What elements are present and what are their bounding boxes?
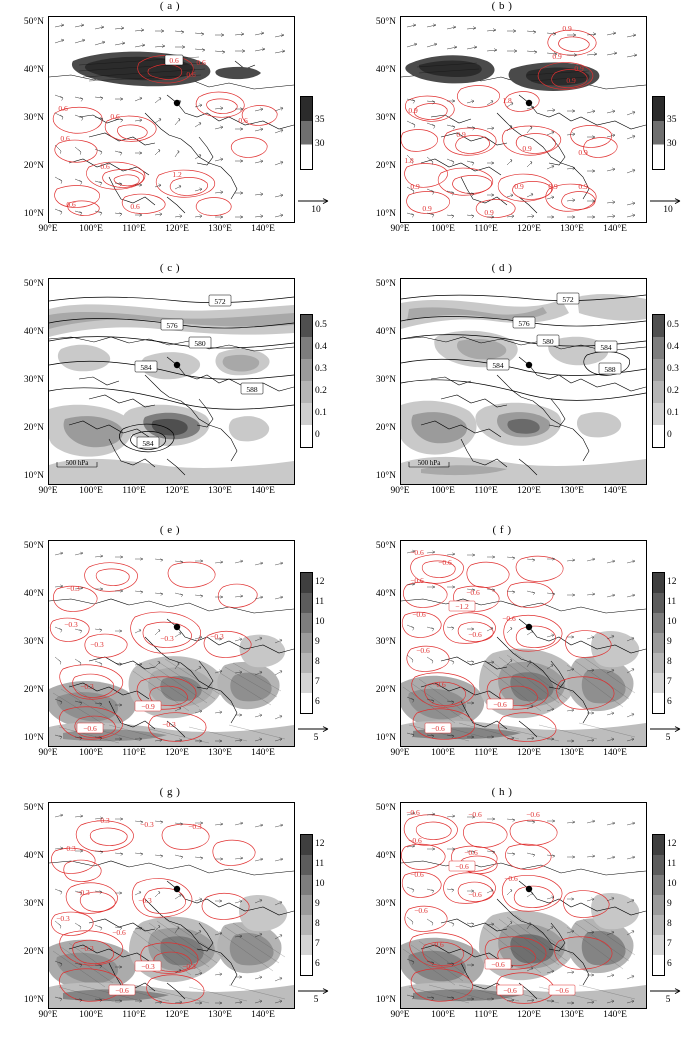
panel-e (0, 524, 340, 774)
panel-c-xtick-4: 130°E (208, 486, 232, 496)
panel-g-ytick-2: 30°N (23, 899, 44, 909)
panel-h-cbar-tick-4: 8 (667, 919, 672, 929)
panel-h-xtick-5: 140°E (603, 1010, 627, 1020)
panel-c-cbar-tick-2: 0.3 (315, 364, 327, 374)
panel-d-ytick-3: 40°N (375, 327, 396, 337)
svg-text:0.9: 0.9 (514, 182, 524, 191)
svg-text:584: 584 (600, 343, 612, 352)
panel-h-cbar-tick-1: 11 (667, 859, 677, 869)
panel-a-title: ( a ) (159, 0, 181, 12)
station-dot (174, 362, 180, 368)
panel-e-xtick-5: 140°E (251, 748, 275, 758)
panel-a-xtick-4: 130°E (208, 224, 232, 234)
svg-text:−0.3: −0.3 (210, 632, 224, 641)
panel-d-xtick-0: 90°E (390, 486, 410, 496)
panel-d-xtick-2: 110°E (474, 486, 498, 496)
panel-e-colorbar (300, 572, 338, 712)
svg-text:−0.3: −0.3 (80, 944, 94, 953)
svg-text:0.9: 0.9 (548, 182, 558, 191)
svg-text:1.8: 1.8 (404, 156, 414, 165)
panel-h-xtick-0: 90°E (390, 1010, 410, 1020)
panel-h-xtick-1: 100°E (431, 1010, 455, 1020)
svg-text:0.6: 0.6 (110, 112, 120, 121)
svg-text:0.6: 0.6 (196, 58, 206, 67)
panel-d-cbar-tick-2: 0.3 (667, 364, 679, 374)
svg-text:−0.6: −0.6 (526, 810, 540, 819)
panel-a-colorbar (300, 96, 338, 168)
panel-h-cbar-tick-6: 6 (667, 959, 672, 969)
panel-b-ytick-2: 30°N (375, 113, 396, 123)
svg-text:−0.9: −0.9 (141, 702, 155, 711)
svg-text:572: 572 (214, 297, 226, 306)
panel-d-ytick-1: 20°N (375, 423, 396, 433)
panel-a-vector-key-label: 10 (311, 205, 321, 215)
svg-text:−0.3: −0.3 (64, 620, 78, 629)
station-dot (174, 100, 180, 106)
panel-g-vector-key-label: 5 (313, 995, 319, 1005)
panel-f-xtick-0: 90°E (390, 748, 410, 758)
panel-c-map (48, 278, 295, 485)
panel-f-ytick-1: 20°N (375, 685, 396, 695)
svg-text:588: 588 (604, 365, 616, 374)
svg-text:0.6: 0.6 (100, 162, 110, 171)
panel-c-ytick-2: 30°N (23, 375, 44, 385)
panel-f-vector-key-label: 5 (665, 733, 671, 743)
panel-a-cbar-tick-0: 35 (315, 115, 325, 125)
svg-text:572: 572 (562, 295, 574, 304)
panel-f-xtick-4: 130°E (560, 748, 584, 758)
svg-text:−0.6: −0.6 (502, 614, 516, 623)
svg-text:0.9: 0.9 (566, 76, 576, 85)
svg-text:584: 584 (492, 361, 504, 370)
panel-f-cbar-tick-2: 10 (667, 617, 677, 627)
panel-b-title: ( b ) (491, 0, 513, 12)
svg-text:−0.6: −0.6 (432, 680, 446, 689)
panel-a-ytick-1: 20°N (23, 161, 44, 171)
svg-text:−0.3: −0.3 (188, 822, 202, 831)
svg-text:1.8: 1.8 (502, 96, 512, 105)
panel-e-xtick-4: 130°E (208, 748, 232, 758)
panel-c-ytick-0: 10°N (23, 471, 44, 481)
panel-c-ytick-1: 20°N (23, 423, 44, 433)
svg-text:−0.6: −0.6 (406, 808, 420, 817)
svg-text:−0.6: −0.6 (410, 548, 424, 557)
panel-f-ytick-2: 30°N (375, 637, 396, 647)
panel-h-ytick-3: 40°N (375, 851, 396, 861)
panel-f-colorbar (652, 572, 690, 712)
svg-text:0.9: 0.9 (422, 204, 432, 213)
panel-g-cbar-tick-2: 10 (315, 879, 325, 889)
svg-text:−0.6: −0.6 (555, 986, 569, 995)
svg-text:−0.6: −0.6 (416, 646, 430, 655)
svg-text:0.6: 0.6 (66, 200, 76, 209)
panel-c-colorbar (300, 314, 338, 446)
panel-f-cbar-tick-1: 11 (667, 597, 677, 607)
panel-b-map (400, 16, 647, 223)
panel-b-xtick-5: 140°E (603, 224, 627, 234)
panel-h (352, 786, 700, 1036)
panel-g-map (48, 802, 295, 1009)
svg-text:−0.6: −0.6 (115, 986, 129, 995)
svg-text:−0.3: −0.3 (76, 888, 90, 897)
svg-text:0.9: 0.9 (562, 24, 572, 33)
panel-h-cbar-tick-2: 10 (667, 879, 677, 889)
panel-c-xtick-1: 100°E (79, 486, 103, 496)
panel-e-xtick-1: 100°E (79, 748, 103, 758)
svg-text:0.9: 0.9 (574, 64, 584, 73)
panel-f-map (400, 540, 647, 747)
svg-text:−0.3: −0.3 (182, 962, 196, 971)
panel-d-ytick-2: 30°N (375, 375, 396, 385)
svg-text:−0.3: −0.3 (66, 584, 80, 593)
svg-text:−0.6: −0.6 (468, 630, 482, 639)
panel-f-cbar-tick-0: 12 (667, 577, 677, 587)
svg-text:−0.3: −0.3 (96, 816, 110, 825)
svg-text:0.9: 0.9 (552, 52, 562, 61)
panel-d-ytick-0: 10°N (375, 471, 396, 481)
svg-text:584: 584 (140, 363, 152, 372)
panel-g-cbar-tick-6: 6 (315, 959, 320, 969)
panel-a-ytick-4: 50°N (23, 17, 44, 27)
panel-h-ytick-4: 50°N (375, 803, 396, 813)
svg-text:−0.6: −0.6 (455, 862, 469, 871)
panel-f-xtick-3: 120°E (517, 748, 541, 758)
panel-e-ytick-2: 30°N (23, 637, 44, 647)
panel-g-xtick-0: 90°E (38, 1010, 58, 1020)
panel-g-xtick-3: 120°E (165, 1010, 189, 1020)
panel-c-ytick-3: 40°N (23, 327, 44, 337)
panel-f-cbar-tick-5: 7 (667, 677, 672, 687)
panel-c-ytick-4: 50°N (23, 279, 44, 289)
panel-b-xtick-4: 130°E (560, 224, 584, 234)
panel-a-xtick-3: 120°E (165, 224, 189, 234)
panel-c-cbar-tick-5: 0 (315, 430, 320, 440)
panel-b-ytick-3: 40°N (375, 65, 396, 75)
svg-text:0.9: 0.9 (410, 182, 420, 191)
panel-b-cbar-tick-0: 35 (667, 115, 677, 125)
svg-text:580: 580 (542, 337, 554, 346)
panel-f-title: ( f ) (492, 524, 512, 536)
svg-text:0.6: 0.6 (186, 70, 196, 79)
panel-d-cbar-tick-4: 0.1 (667, 408, 679, 418)
svg-text:0.6: 0.6 (238, 116, 248, 125)
panel-g-cbar-tick-1: 11 (315, 859, 325, 869)
panel-e-ytick-0: 10°N (23, 733, 44, 743)
panel-f-cbar-tick-3: 9 (667, 637, 672, 647)
panel-a-map (48, 16, 295, 223)
panel-a-ytick-0: 10°N (23, 209, 44, 219)
svg-text:−0.3: −0.3 (56, 914, 70, 923)
panel-b-vector-key (648, 196, 688, 215)
panel-a (0, 0, 340, 250)
panel-g-xtick-5: 140°E (251, 1010, 275, 1020)
panel-a-xtick-2: 110°E (122, 224, 146, 234)
svg-text:−0.6: −0.6 (112, 928, 126, 937)
panel-g-ytick-4: 50°N (23, 803, 44, 813)
panel-f-cbar-tick-6: 6 (667, 697, 672, 707)
svg-text:−0.3: −0.3 (80, 682, 94, 691)
svg-text:0.6: 0.6 (58, 104, 68, 113)
panel-a-cbar-tick-1: 30 (315, 139, 325, 149)
svg-text:0.9: 0.9 (522, 144, 532, 153)
panel-g-colorbar (300, 834, 338, 974)
panel-e-cbar-tick-6: 6 (315, 697, 320, 707)
panel-b-ytick-1: 20°N (375, 161, 396, 171)
svg-text:−0.6: −0.6 (504, 874, 518, 883)
svg-text:0.9: 0.9 (456, 130, 466, 139)
panel-e-vector-key-label: 5 (313, 733, 319, 743)
panel-b (352, 0, 700, 250)
panel-c-xtick-0: 90°E (38, 486, 58, 496)
svg-text:0.9: 0.9 (578, 182, 588, 191)
svg-text:0.6: 0.6 (169, 56, 179, 65)
panel-h-cbar-tick-5: 7 (667, 939, 672, 949)
svg-text:−0.6: −0.6 (408, 836, 422, 845)
panel-e-xtick-3: 120°E (165, 748, 189, 758)
station-dot (526, 362, 532, 368)
svg-text:−0.6: −0.6 (466, 588, 480, 597)
panel-b-ytick-4: 50°N (375, 17, 396, 27)
panel-h-cbar-tick-0: 12 (667, 839, 677, 849)
svg-text:500 hPa: 500 hPa (417, 459, 441, 467)
svg-text:−0.3: −0.3 (160, 634, 174, 643)
svg-text:−0.3: −0.3 (140, 820, 154, 829)
panel-h-colorbar (652, 834, 690, 974)
panel-a-xtick-5: 140°E (251, 224, 275, 234)
panel-h-ytick-0: 10°N (375, 995, 396, 1005)
svg-text:−1.2: −1.2 (455, 602, 469, 611)
svg-text:−0.3: −0.3 (62, 844, 76, 853)
svg-text:−0.6: −0.6 (430, 940, 444, 949)
station-dot (526, 886, 532, 892)
panel-c-cbar-tick-4: 0.1 (315, 408, 327, 418)
panel-g-ytick-0: 10°N (23, 995, 44, 1005)
panel-d-cbar-tick-5: 0 (667, 430, 672, 440)
svg-text:576: 576 (166, 321, 178, 330)
station-dot (526, 100, 532, 106)
panel-f-vector-key (648, 724, 688, 743)
panel-h-map (400, 802, 647, 1009)
panel-h-xtick-3: 120°E (517, 1010, 541, 1020)
svg-text:1.2: 1.2 (172, 170, 182, 179)
panel-g-ytick-3: 40°N (23, 851, 44, 861)
panel-e-ytick-1: 20°N (23, 685, 44, 695)
svg-text:−0.6: −0.6 (468, 810, 482, 819)
panel-e-title: ( e ) (159, 524, 181, 536)
panel-e-cbar-tick-1: 11 (315, 597, 325, 607)
panel-h-ytick-1: 20°N (375, 947, 396, 957)
panel-b-xtick-3: 120°E (517, 224, 541, 234)
panel-b-colorbar (652, 96, 690, 168)
panel-b-cbar-tick-1: 30 (667, 139, 677, 149)
svg-text:−0.6: −0.6 (414, 906, 428, 915)
svg-text:580: 580 (194, 339, 206, 348)
svg-text:−0.3: −0.3 (138, 896, 152, 905)
panel-b-ytick-0: 10°N (375, 209, 396, 219)
svg-text:−0.3: −0.3 (90, 640, 104, 649)
panel-b-xtick-0: 90°E (390, 224, 410, 234)
svg-text:−0.6: −0.6 (503, 986, 517, 995)
panel-c-xtick-3: 120°E (165, 486, 189, 496)
panel-g-xtick-2: 110°E (122, 1010, 146, 1020)
panel-e-cbar-tick-3: 9 (315, 637, 320, 647)
panel-c-xtick-5: 140°E (251, 486, 275, 496)
panel-h-vector-key-label: 5 (665, 995, 671, 1005)
svg-text:−0.6: −0.6 (464, 848, 478, 857)
svg-text:−0.3: −0.3 (162, 720, 176, 729)
panel-e-ytick-4: 50°N (23, 541, 44, 551)
panel-a-vector-key (296, 196, 336, 215)
panel-c-cbar-tick-0: 0.5 (315, 320, 327, 330)
panel-d-xtick-3: 120°E (517, 486, 541, 496)
panel-b-xtick-2: 110°E (474, 224, 498, 234)
panel-d-xtick-5: 140°E (603, 486, 627, 496)
panel-h-vector-key (648, 986, 688, 1005)
station-dot (174, 624, 180, 630)
svg-text:584: 584 (142, 439, 154, 448)
panel-f-xtick-1: 100°E (431, 748, 455, 758)
panel-d-cbar-tick-1: 0.4 (667, 342, 679, 352)
panel-f-cbar-tick-4: 8 (667, 657, 672, 667)
panel-g-ytick-1: 20°N (23, 947, 44, 957)
panel-e-cbar-tick-2: 10 (315, 617, 325, 627)
panel-f-ytick-3: 40°N (375, 589, 396, 599)
svg-text:−0.6: −0.6 (83, 724, 97, 733)
panel-f-ytick-0: 10°N (375, 733, 396, 743)
svg-text:−0.6: −0.6 (438, 558, 452, 567)
panel-e-cbar-tick-5: 7 (315, 677, 320, 687)
panel-d-xtick-4: 130°E (560, 486, 584, 496)
panel-e-xtick-0: 90°E (38, 748, 58, 758)
panel-h-ytick-2: 30°N (375, 899, 396, 909)
panel-g-cbar-tick-4: 8 (315, 919, 320, 929)
panel-d-cbar-tick-0: 0.5 (667, 320, 679, 330)
svg-text:−0.6: −0.6 (468, 890, 482, 899)
panel-e-cbar-tick-0: 12 (315, 577, 325, 587)
svg-text:500 hPa: 500 hPa (65, 459, 89, 467)
panel-d-title: ( d ) (491, 262, 513, 274)
panel-g-title: ( g ) (159, 786, 181, 798)
panel-b-vector-key-label: 10 (663, 205, 673, 215)
svg-text:−0.6: −0.6 (491, 960, 505, 969)
panel-c-cbar-tick-1: 0.4 (315, 342, 327, 352)
panel-h-xtick-2: 110°E (474, 1010, 498, 1020)
panel-d-ytick-4: 50°N (375, 279, 396, 289)
panel-e-xtick-2: 110°E (122, 748, 146, 758)
panel-h-xtick-4: 130°E (560, 1010, 584, 1020)
svg-text:0.9: 0.9 (408, 106, 418, 115)
panel-h-title: ( h ) (491, 786, 513, 798)
panel-c-xtick-2: 110°E (122, 486, 146, 496)
panel-g-vector-key (296, 986, 336, 1005)
panel-f (352, 524, 700, 774)
panel-g-xtick-4: 130°E (208, 1010, 232, 1020)
panel-g-cbar-tick-5: 7 (315, 939, 320, 949)
svg-text:0.9: 0.9 (578, 148, 588, 157)
panel-g-cbar-tick-3: 9 (315, 899, 320, 909)
panel-a-ytick-2: 30°N (23, 113, 44, 123)
panel-d-map (400, 278, 647, 485)
panel-a-ytick-3: 40°N (23, 65, 44, 75)
panel-d (352, 262, 700, 512)
panel-a-xtick-0: 90°E (38, 224, 58, 234)
panel-d-xtick-1: 100°E (431, 486, 455, 496)
panel-f-ytick-4: 50°N (375, 541, 396, 551)
panel-d-cbar-tick-3: 0.2 (667, 386, 679, 396)
panel-c (0, 262, 340, 512)
svg-text:−0.6: −0.6 (431, 724, 445, 733)
svg-text:576: 576 (518, 319, 530, 328)
panel-f-xtick-5: 140°E (603, 748, 627, 758)
svg-text:−0.6: −0.6 (410, 576, 424, 585)
panel-e-vector-key (296, 724, 336, 743)
panel-c-cbar-tick-3: 0.2 (315, 386, 327, 396)
panel-e-ytick-3: 40°N (23, 589, 44, 599)
svg-text:−0.6: −0.6 (412, 610, 426, 619)
svg-text:0.6: 0.6 (130, 202, 140, 211)
svg-text:0.6: 0.6 (60, 134, 70, 143)
panel-e-map (48, 540, 295, 747)
svg-text:−0.6: −0.6 (493, 700, 507, 709)
svg-text:0.9: 0.9 (484, 208, 494, 217)
station-dot (174, 886, 180, 892)
svg-text:−0.3: −0.3 (141, 962, 155, 971)
panel-f-xtick-2: 110°E (474, 748, 498, 758)
svg-text:588: 588 (246, 385, 258, 394)
panel-b-xtick-1: 100°E (431, 224, 455, 234)
panel-d-colorbar (652, 314, 690, 446)
panel-a-xtick-1: 100°E (79, 224, 103, 234)
panel-g-xtick-1: 100°E (79, 1010, 103, 1020)
panel-g-cbar-tick-0: 12 (315, 839, 325, 849)
panel-c-title: ( c ) (159, 262, 181, 274)
panel-g (0, 786, 340, 1036)
panel-e-cbar-tick-4: 8 (315, 657, 320, 667)
station-dot (526, 624, 532, 630)
svg-text:−0.6: −0.6 (410, 870, 424, 879)
panel-h-cbar-tick-3: 9 (667, 899, 672, 909)
